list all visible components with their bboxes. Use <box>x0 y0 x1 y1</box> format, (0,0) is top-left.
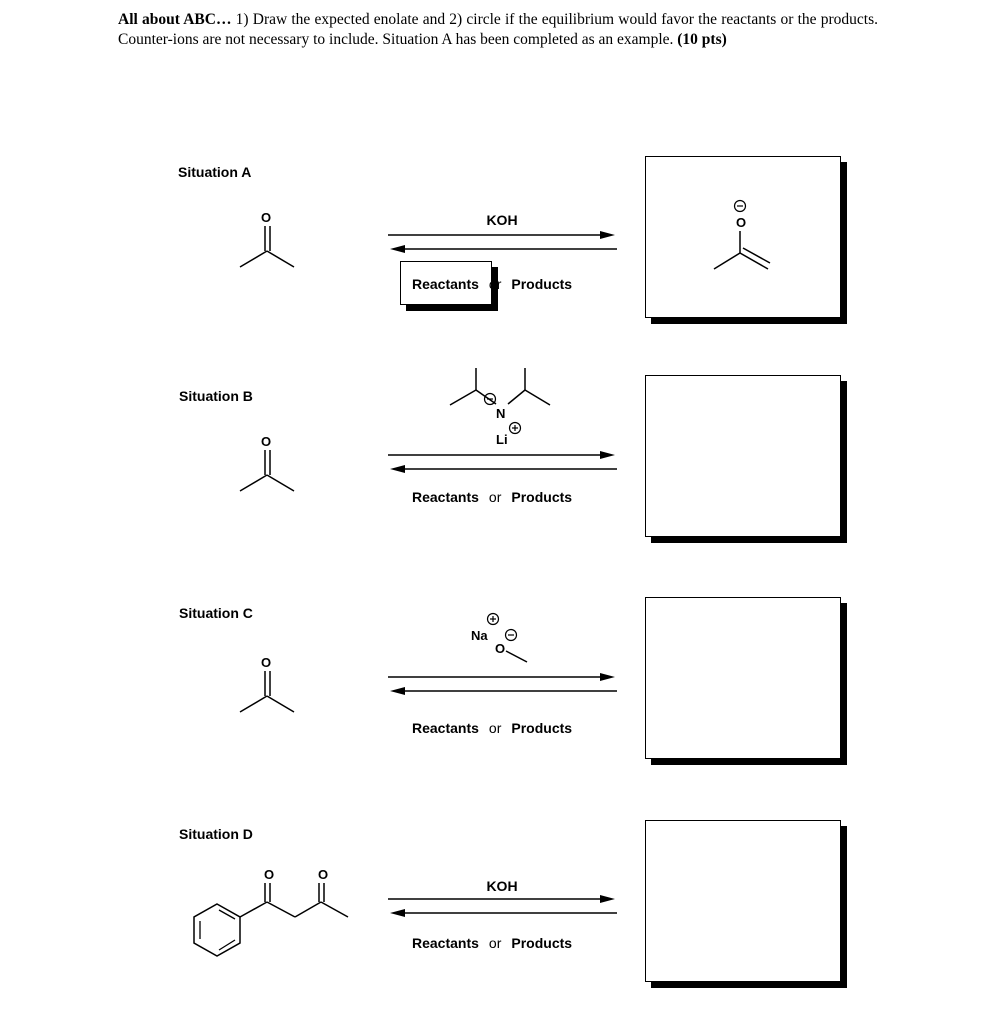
instructions-paragraph <box>118 10 878 50</box>
situation-c-naome-reagent <box>465 610 545 670</box>
reactants-option[interactable]: Reactants <box>412 720 479 736</box>
products-option[interactable]: Products <box>511 489 573 505</box>
situation-d-choice <box>412 935 572 951</box>
situation-a-choice <box>412 276 572 292</box>
reverse-arrowhead <box>390 245 405 253</box>
methyl-bond-left <box>240 251 267 267</box>
sodium-atom: Na <box>471 628 488 643</box>
situation-b-lda-reagent <box>440 360 560 455</box>
situation-a-answer-box[interactable] <box>645 156 841 318</box>
reactants-option[interactable]: Reactants <box>412 276 479 292</box>
svg-text:O: O <box>261 655 272 670</box>
situation-a-acetone <box>230 205 310 275</box>
or-text: or <box>488 276 502 292</box>
nitrogen-atom: N <box>496 406 506 421</box>
products-option[interactable]: Products <box>511 935 573 951</box>
situation-c-choice <box>412 720 572 736</box>
enolate-structure <box>706 195 786 275</box>
header-title: All about ABC… <box>118 11 232 28</box>
enolate-oxygen: O <box>736 215 747 230</box>
situation-a-label: Situation A <box>178 164 252 180</box>
situation-c-acetone <box>230 650 310 720</box>
situation-a-reagent: KOH <box>486 212 518 228</box>
situation-b-choice <box>412 489 572 505</box>
svg-text:O: O <box>261 434 272 449</box>
situation-c-label: Situation C <box>179 605 253 621</box>
products-option[interactable]: Products <box>511 720 573 736</box>
situation-b-answer-box[interactable] <box>645 375 841 537</box>
reactants-option[interactable]: Reactants <box>412 935 479 951</box>
methyl-bond-right <box>267 251 294 267</box>
lithium-atom: Li <box>496 432 508 447</box>
situation-d-diketone <box>185 862 355 967</box>
or-text: or <box>488 935 502 951</box>
situation-b-acetone <box>230 429 310 499</box>
situation-d-equilibrium-arrows <box>385 890 620 920</box>
forward-arrowhead <box>600 231 615 239</box>
situation-a-equilibrium-arrows <box>385 226 620 256</box>
benzene-ring <box>194 904 240 956</box>
situation-b-equilibrium-arrows <box>385 446 620 476</box>
reactants-option[interactable]: Reactants <box>412 489 479 505</box>
situation-c-equilibrium-arrows <box>385 668 620 698</box>
situation-b-label: Situation B <box>179 388 253 404</box>
situation-d-answer-box[interactable] <box>645 820 841 982</box>
situation-d-label: Situation D <box>179 826 253 842</box>
or-text: or <box>488 720 502 736</box>
svg-text:O: O <box>318 867 329 882</box>
or-text: or <box>488 489 502 505</box>
products-option[interactable]: Products <box>511 276 573 292</box>
situation-c-answer-box[interactable] <box>645 597 841 759</box>
methoxide-oxygen: O <box>495 641 506 656</box>
header-instructions: 1) Draw the expected enolate and 2) circle if the equilibrium would favor the reactants or the products. Counter-ions are not necessary to include. Situation A has been completed as an example. <box>118 11 878 48</box>
header-points: (10 pts) <box>677 31 727 48</box>
carbonyl-oxygen: O <box>261 210 272 225</box>
svg-text:O: O <box>264 867 275 882</box>
situation-d-reagent: KOH <box>486 878 518 894</box>
